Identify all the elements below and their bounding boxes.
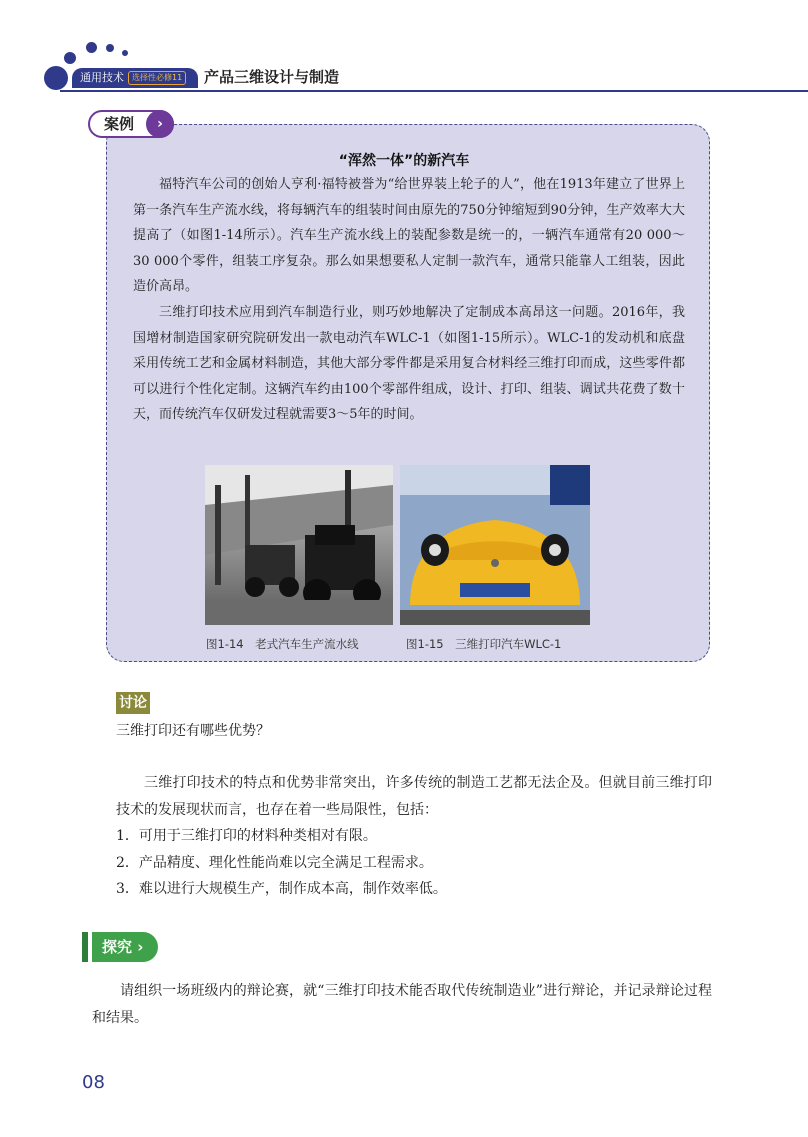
list-item: 1．可用于三维打印的材料种类相对有限。 [116,828,377,844]
chapter-title: 产品三维设计与制造 [204,68,340,86]
list-item: 2．产品精度、理化性能尚难以完全满足工程需求。 [116,855,433,871]
case-paragraph-1: 福特汽车公司的创始人亨利·福特被誉为“给世界装上轮子的人”，他在1913年建立了世界上第一条汽车生产流水线，将每辆汽车的组装时间由原先的750分钟缩短到90分钟，生产效率大大提高了（如图1-14所示）。汽车生产流水线上的装配参数是统一的，一辆汽车通常有20 000～30 000个零件，组装工序复杂。那么如果想要私人定制一款汽车，通常只能靠人工组装，因此造价高昂。 [133,177,685,294]
chevron-right-icon: › [137,938,144,956]
header-dot-2 [86,42,97,53]
course-label [72,68,198,88]
explore-tag-label: 探究 [102,938,133,956]
header-dot-3 [106,44,114,52]
chevron-right-icon: › [146,110,174,138]
course-sub-badge: 选择性必修11 [128,71,186,85]
case-title: “浑然一体”的新汽车 [338,153,470,169]
header-dot-4 [122,50,128,56]
explore-bar [82,932,88,962]
discussion-question: 三维打印还有哪些优势？ [116,723,270,739]
explore-tag [92,932,158,962]
body-paragraph: 三维打印技术的特点和优势非常突出，许多传统的制造工艺都无法企及。但就目前三维打印技术的发展现状而言，也存在着一些局限性，包括： [116,775,712,818]
header-rule [60,90,808,92]
list-item: 3．难以进行大规模生产，制作成本高，制作效率低。 [116,881,447,897]
case-tag [88,110,174,138]
page-number: 08 [82,1072,105,1093]
case-tag-label: 案例 [104,115,135,133]
explore-text: 请组织一场班级内的辩论赛，就“三维打印技术能否取代传统制造业”进行辩论，并记录辩论过程和结果。 [92,983,712,1026]
header-dot-1 [64,52,76,64]
figure-1-14-caption: 图1-14 老式汽车生产流水线 [206,637,359,651]
course-name: 通用技术 [80,71,124,84]
figure-1-15-caption: 图1-15 三维打印汽车WLC-1 [406,637,562,651]
header-dot-large [44,66,68,90]
discussion-tag: 讨论 [116,692,150,714]
case-paragraph-2: 三维打印技术应用到汽车制造行业，则巧妙地解决了定制成本高昂这一问题。2016年，我国增材制造国家研究院研发出一款电动汽车WLC-1（如图1-15所示）。WLC-1的发动机和底盘采用传统工艺和金属材料制造，其他大部分零件都是采用复合材料经三维打印而成，这些零件都可以进行个性化定制。这辆汽车约由100个零部件组成，设计、打印、组装、调试共花费了数十天，而传统汽车仅研发过程就需要3～5年的时间。 [133,305,685,422]
assembly-line-photo [205,465,393,625]
wlc1-car-photo [400,465,590,625]
